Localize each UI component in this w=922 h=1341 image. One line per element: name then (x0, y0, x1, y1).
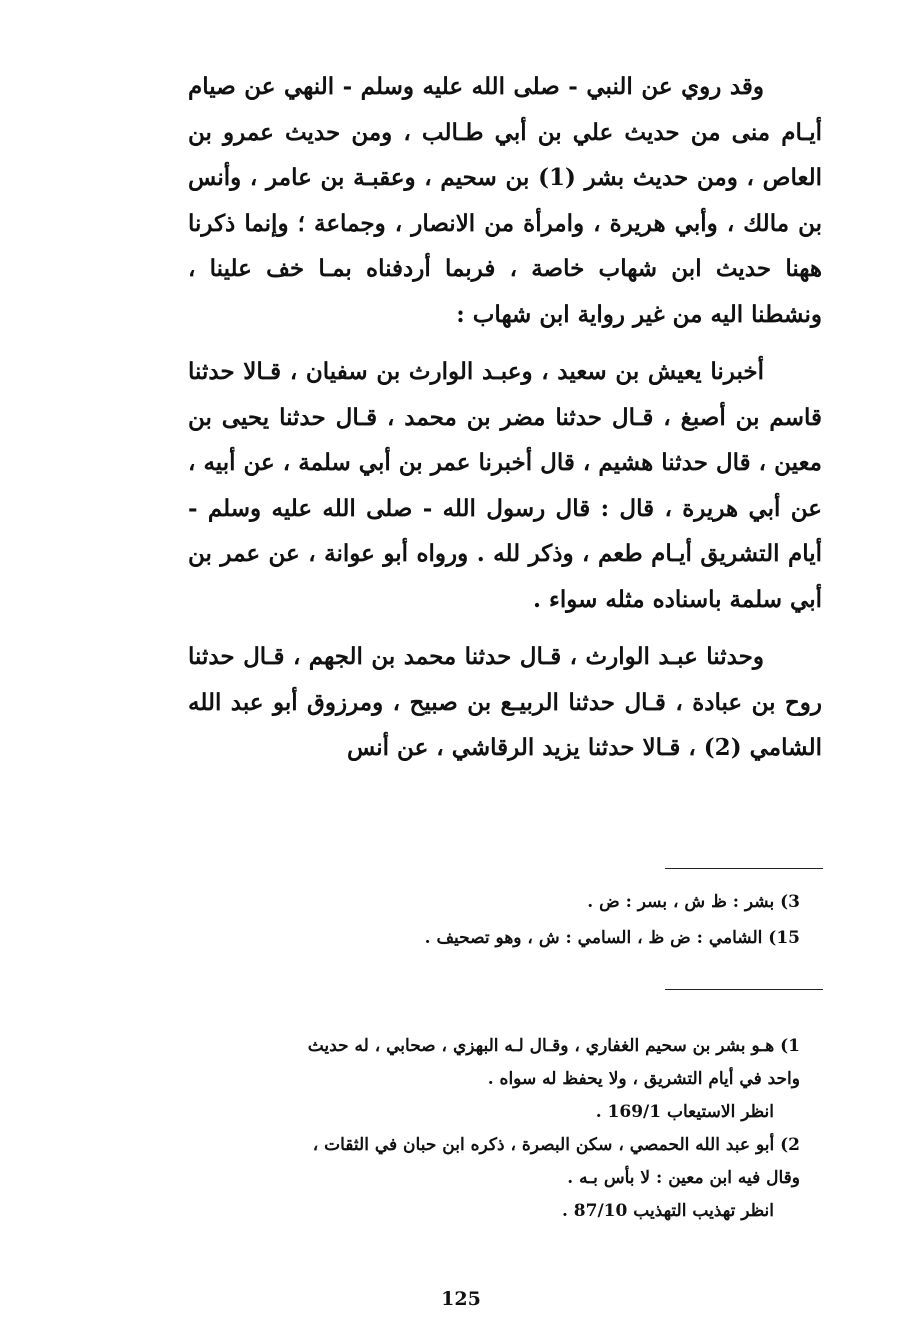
paragraph-2: أخبرنا يعيش بن سعيد ، وعبـد الوارث بن سفيان ، قـالا حدثنا قاسم بن أصبغ ، قـال حدثنا مضر بن محمد ، قـال حدثنا يحيى بن معين ، قال حدثنا هشيم ، قال أخبرنا عمر بن أبي سلمة ، عن أبيه ، عن أبي هريرة ، قال : قال رسول الله - صلى الله عليه وسلم - أيام التشريق أيـام طعم ، وذكر لله . ورواه أبو عوانة ، عن عمر بن أبي سلمة باسناده مثله سواء . (188, 358, 822, 613)
notes-divider-bottom (665, 989, 823, 990)
paragraph-3: وحدثنا عبـد الوارث ، قـال حدثنا محمد بن الجهم ، قـال حدثنا روح بن عبادة ، قـال حدثنا الربيـع بن صبيح ، ومرزوق أبو عبد الله الشامي (2) ، قـالا حدثنا يزيد الرقاشي ، عن أنس (188, 643, 822, 761)
footnote-line: 1) هـو بشر بن سحيم الغفاري ، وقـال لـه البهزي ، صحابي ، له حديث (307, 1036, 800, 1056)
notes-divider-top (665, 868, 823, 869)
paragraph-1: وقد روي عن النبي - صلى الله عليه وسلم - النهي عن صيام أيـام منى من حديث علي بن أبي طـالب ، ومن حديث عمرو بن العاص ، ومن حديث بشر (1) بن سحيم ، وعقبـة بن عامر ، وأنس بن مالك ، وأبي هريرة ، وامرأة من الانصار ، وجماعة ؛ وإنما ذكرنا ههنا حديث ابن شهاب خاصة ، فربما أردفناه بمـا خف علينا ، ونشطنا اليه من غير رواية ابن شهاب : (188, 73, 822, 328)
variant-note: 3) بشر : ظ ش ، بسر : ض . (587, 892, 800, 912)
footnotes (184, 1030, 800, 1228)
footnote-line: وقال فيه ابن معين : لا بأس بـه . (567, 1168, 800, 1188)
footnote-line: واحد في أيام التشريق ، ولا يحفظ له سواه . (487, 1069, 800, 1089)
variant-note: 15) الشامي : ض ظ ، السامي : ش ، وهو تصحيف . (424, 928, 800, 948)
footnote-reference: انظر تهذيب التهذيب 87/10 . (561, 1201, 774, 1221)
main-text (188, 64, 822, 783)
footnote-reference: انظر الاستيعاب 169/1 . (595, 1102, 774, 1122)
footnote-line: 2) أبو عبد الله الحمصي ، سكن البصرة ، ذكره ابن حبان في الثقات ، (312, 1135, 800, 1155)
page-number: 125 (441, 1288, 481, 1310)
variant-notes (300, 884, 800, 956)
